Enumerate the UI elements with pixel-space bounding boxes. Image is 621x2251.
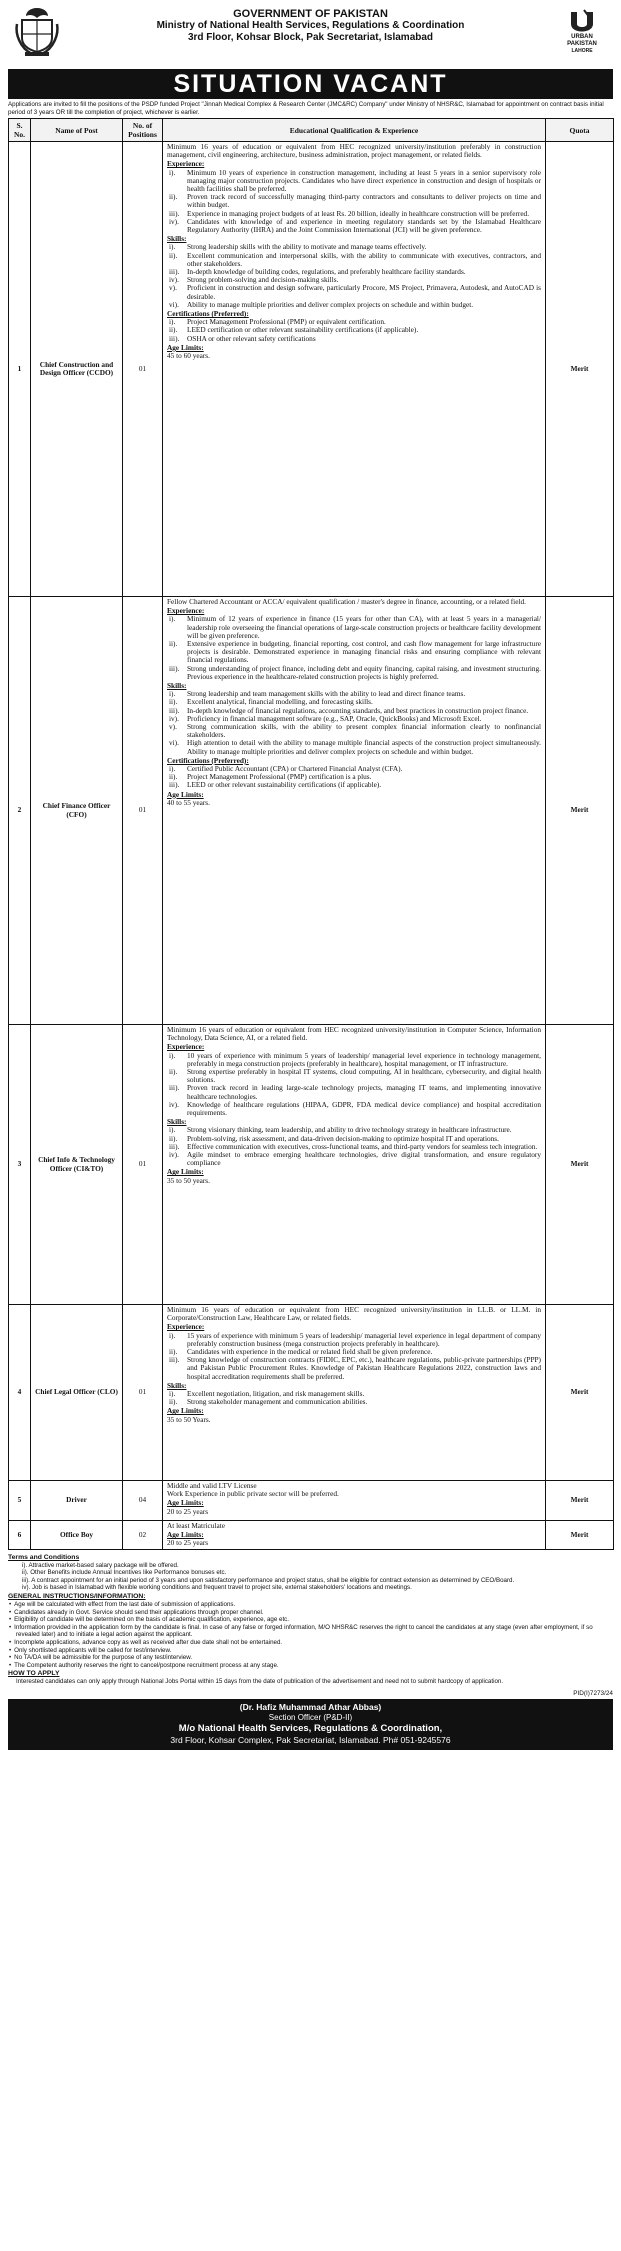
skills-heading: Skills: bbox=[167, 681, 187, 691]
row-quota: Merit bbox=[546, 1305, 614, 1481]
education-text: Minimum 16 years of education or equivalent from HEC recognized university/institution in LL.B. or LL.M. in Corporate/Construction Law, Healthcare Law, or related fields. bbox=[167, 1305, 541, 1323]
advertisement-page bbox=[8, 0, 613, 1750]
row-quota: Merit bbox=[546, 1521, 614, 1550]
row-qualification bbox=[163, 597, 546, 1025]
general-item: • Age will be calculated with effect from the last date of submission of applications. bbox=[16, 1601, 613, 1609]
item-text: Extensive experience in budgeting, financial reporting, cost control, and cash flow management for large infrastructure projects is desirable. Demonstrated experience in managing financial risks and ensuring compliance with relevant financial regulations. bbox=[187, 639, 541, 665]
item-number: ii). bbox=[169, 192, 178, 202]
age-value: 40 to 55 years. bbox=[167, 797, 210, 807]
item-text: Certified Public Accountant (CPA) or Chartered Financial Analyst (CFA). bbox=[187, 764, 403, 774]
ministry-name: Ministry of National Health Services, Regulations & Coordination bbox=[156, 20, 465, 31]
row-qualification bbox=[163, 1305, 546, 1481]
urban-logo-subtext: LAHORE bbox=[571, 48, 593, 54]
row-sno: 3 bbox=[9, 1025, 31, 1305]
row-post-name: Chief Legal Officer (CLO) bbox=[31, 1305, 123, 1481]
item-number: iii). bbox=[169, 208, 180, 218]
general-title: GENERAL INSTRUCTIONS/INFORMATION: bbox=[8, 1592, 146, 1600]
row-sno: 6 bbox=[9, 1521, 31, 1550]
education-text: Minimum 16 years of education or equivalent from HEC recognized university/institution preferably in construction management, civil engineering, architecture, business administration, project management, or related fields. bbox=[167, 142, 541, 160]
item-text: Strong stakeholder management and communication abilities. bbox=[187, 1397, 368, 1407]
education-text: Fellow Chartered Accountant or ACCA/ equivalent qualification / master's degree in finance, accounting, or a related field. bbox=[167, 597, 526, 606]
list-item bbox=[167, 1084, 541, 1100]
list-item bbox=[167, 1332, 541, 1348]
list-item bbox=[167, 284, 541, 300]
header-post: Name of Post bbox=[31, 119, 123, 142]
item-text: LEED certification or other relevant sustainability certifications (if applicable). bbox=[187, 325, 419, 335]
list-item bbox=[167, 1101, 541, 1117]
table-row bbox=[9, 1025, 614, 1305]
age-value: 20 to 25 years bbox=[167, 1538, 209, 1548]
item-number: iii). bbox=[169, 267, 180, 277]
item-text: Proven track record of successfully managing third-party contractors and consultants to deliver projects on time and within budget. bbox=[187, 192, 541, 210]
row-quota: Merit bbox=[546, 1025, 614, 1305]
row-positions: 01 bbox=[123, 142, 163, 597]
item-text: 10 years of experience with minimum 5 years of leadership/ managerial level experience in technology management, preferably in mega construction projects (preferably in healthcare), hospital management, or IT infrastructure. bbox=[187, 1050, 541, 1068]
table-header-row bbox=[9, 119, 614, 142]
list-item bbox=[167, 1052, 541, 1068]
item-number: ii). bbox=[169, 772, 178, 782]
signatory-footer bbox=[8, 1699, 613, 1750]
certifications-heading: Certifications (Preferred): bbox=[167, 309, 249, 319]
header-qualification: Educational Qualification & Experience bbox=[163, 119, 546, 142]
item-text: High attention to detail with the ability to manage multiple financial aspects of the construction project simultaneously. Ability to manage multiple priorities and deliver complex projects on schedule and within budget. bbox=[187, 738, 541, 756]
item-number: iii). bbox=[169, 663, 180, 673]
list-item bbox=[167, 1356, 541, 1381]
terms-list bbox=[8, 1562, 613, 1592]
experience-heading: Experience: bbox=[167, 606, 205, 616]
government-emblem-icon bbox=[14, 4, 60, 56]
age-heading: Age Limits: bbox=[167, 342, 204, 352]
item-number: i). bbox=[169, 1050, 176, 1060]
item-text: Experience in managing project budgets of at least Rs. 20 billion, ideally in healthcare construction will be preferred. bbox=[187, 208, 530, 218]
row-qualification bbox=[163, 1025, 546, 1305]
table-row bbox=[9, 1521, 614, 1550]
list-item bbox=[167, 335, 541, 343]
item-text: Strong expertise preferably in hospital IT systems, cloud computing, AI in healthcare, cybersecurity, and digital health solutions. bbox=[187, 1067, 541, 1085]
row-sno: 2 bbox=[9, 597, 31, 1025]
age-value: 35 to 50 years. bbox=[167, 1175, 210, 1185]
row-qualification bbox=[163, 142, 546, 597]
row-post-name: Chief Construction and Design Officer (CCDO) bbox=[31, 142, 123, 597]
general-item: • No TA/DA will be admissible for the purpose of any test/interview. bbox=[16, 1654, 613, 1662]
item-text: Strong problem-solving and decision-making skills. bbox=[187, 275, 339, 285]
item-text: Strong understanding of project finance, including debt and equity financing, capital raising, and investment structuring. Previous experience in the healthcare-related construction projects is highly preferred. bbox=[187, 663, 541, 681]
item-text: Strong knowledge of construction contracts (FIDIC, EPC, etc.), healthcare regulations, public-private partnerships (PPP) and Pakistan Public Procurement Rules. Knowledge of Pakistan Healthcare Regulations 2022, construction laws and hospital accreditation requirements shall be preferred. bbox=[187, 1355, 541, 1381]
signatory-address: 3rd Floor, Kohsar Complex, Pak Secretariat, Islamabad. Ph# 051-9245576 bbox=[170, 1734, 451, 1745]
list-item bbox=[167, 301, 541, 309]
list-item bbox=[167, 1151, 541, 1167]
government-title: GOVERNMENT OF PAKISTAN bbox=[233, 8, 388, 20]
extra-text: Work Experience in public private sector will be preferred. bbox=[167, 1489, 339, 1499]
list-item bbox=[167, 615, 541, 640]
experience-heading: Experience: bbox=[167, 1042, 205, 1052]
terms-section bbox=[8, 1553, 613, 1686]
list-item bbox=[167, 723, 541, 739]
vacancy-table bbox=[8, 118, 614, 1550]
item-text: Knowledge of healthcare regulations (HIPAA, GDPR, FDA medical device compliance) and hospital accreditation requirements. bbox=[187, 1099, 541, 1118]
signatory-designation: Section Officer (P&D-II) bbox=[268, 1712, 353, 1722]
item-number: ii). bbox=[169, 697, 178, 707]
list-item bbox=[167, 169, 541, 194]
certifications-list bbox=[167, 318, 541, 343]
age-value: 35 to 50 Years. bbox=[167, 1414, 211, 1424]
item-number: iii). bbox=[169, 705, 180, 715]
item-text: Candidates with knowledge of and experience in meeting regulatory standards set by the Islamabad Healthcare Regulatory Authority (IHRA) and the Joint Commission International (JCI) will be given preference. bbox=[187, 216, 541, 235]
item-number: ii). bbox=[169, 1133, 178, 1143]
row-sno: 1 bbox=[9, 142, 31, 597]
skills-list bbox=[167, 1126, 541, 1167]
terms-title: Terms and Conditions bbox=[8, 1553, 80, 1561]
item-number: i). bbox=[169, 1389, 176, 1399]
urban-logo-text: URBAN PAKISTAN bbox=[567, 34, 597, 47]
howto-title: HOW TO APPLY bbox=[8, 1670, 60, 1678]
list-item bbox=[167, 193, 541, 209]
item-text: Proven track record in leading large-scale technology projects, managing IT teams, and implementing innovative healthcare technologies. bbox=[187, 1083, 541, 1101]
howto-text: Interested candidates can only apply through National Jobs Portal within 15 days from the date of publication of the advertisement and need not to submit hardcopy of application. bbox=[16, 1678, 504, 1686]
item-number: i). bbox=[169, 764, 176, 774]
item-number: i). bbox=[169, 1125, 176, 1135]
item-number: ii). bbox=[169, 1347, 178, 1357]
row-qualification bbox=[163, 1481, 546, 1521]
age-heading: Age Limits: bbox=[167, 1498, 204, 1508]
education-text: At least Matriculate bbox=[167, 1521, 225, 1530]
item-text: Strong visionary thinking, team leadership, and ability to drive technology strategy in healthcare infrastructure. bbox=[187, 1125, 512, 1135]
row-positions: 02 bbox=[123, 1521, 163, 1550]
general-item: • The Competent authority reserves the right to cancel/postpone recruitment process at any stage. bbox=[16, 1662, 613, 1670]
row-post-name: Office Boy bbox=[31, 1521, 123, 1550]
item-text: Strong leadership and team management skills with the ability to lead and direct finance teams. bbox=[187, 689, 466, 699]
row-post-name: Driver bbox=[31, 1481, 123, 1521]
row-quota: Merit bbox=[546, 597, 614, 1025]
list-item bbox=[167, 781, 541, 789]
item-text: Excellent negotiation, litigation, and risk management skills. bbox=[187, 1389, 365, 1399]
situation-vacant-banner: SITUATION VACANT bbox=[8, 69, 613, 99]
general-item: • Only shortlisted applicants will be called for test/interview. bbox=[16, 1647, 613, 1655]
item-number: iii). bbox=[169, 1355, 180, 1365]
item-number: vi). bbox=[169, 738, 179, 748]
row-sno: 5 bbox=[9, 1481, 31, 1521]
row-quota: Merit bbox=[546, 1481, 614, 1521]
general-list bbox=[8, 1601, 613, 1669]
item-number: i). bbox=[169, 167, 176, 177]
experience-list bbox=[167, 169, 541, 235]
age-heading: Age Limits: bbox=[167, 1406, 204, 1416]
header-positions: No. of Positions bbox=[123, 119, 163, 142]
item-text: Ability to manage multiple priorities and deliver complex projects on schedule and within budget. bbox=[187, 299, 474, 309]
experience-list bbox=[167, 1332, 541, 1381]
item-text: Minimum of 12 years of experience in finance (15 years for other than CA), with at least 5 years in a managerial/ leadership role overseeing the financial operations of large-scale construction projects or healthcare facility development will be given preference. bbox=[187, 614, 541, 640]
terms-item: i). Attractive market-based salary package will be offered. bbox=[22, 1561, 179, 1569]
urban-logo-icon bbox=[567, 8, 597, 34]
item-text: Effective communication with executives, cross-functional teams, and third-party vendors for seamless tech integration. bbox=[187, 1141, 538, 1151]
list-item bbox=[167, 665, 541, 681]
general-item: • Incomplete applications, advance copy as well as received after due date shall not be entertained. bbox=[16, 1639, 613, 1647]
list-item bbox=[167, 1068, 541, 1084]
age-value: 20 to 25 years bbox=[167, 1506, 209, 1516]
item-number: i). bbox=[169, 689, 176, 699]
item-number: i). bbox=[169, 614, 176, 624]
row-positions: 01 bbox=[123, 1305, 163, 1481]
item-number: i). bbox=[169, 1330, 176, 1340]
item-number: vi). bbox=[169, 299, 179, 309]
item-text: Strong communication skills, with the ability to present complex financial information clearly to nonfinancial stakeholders. bbox=[187, 722, 541, 740]
ministry-address: 3rd Floor, Kohsar Block, Pak Secretariat, Islamabad bbox=[187, 32, 434, 43]
item-text: Project Management Professional (PMP) or equivalent certification. bbox=[187, 317, 386, 327]
item-text: Candidates with experience in the medical or related field shall be given preference. bbox=[187, 1347, 433, 1357]
item-number: ii). bbox=[169, 325, 178, 335]
header-quota: Quota bbox=[546, 119, 614, 142]
age-heading: Age Limits: bbox=[167, 789, 204, 799]
age-heading: Age Limits: bbox=[167, 1167, 204, 1177]
item-text: Agile mindset to embrace emerging healthcare technologies, drive digital transformation, and ensure regulatory compliance bbox=[187, 1150, 541, 1168]
certifications-heading: Certifications (Preferred): bbox=[167, 755, 249, 765]
item-text: In-depth knowledge of financial regulations, accounting standards, and best practices in construction project finance. bbox=[187, 705, 529, 715]
row-qualification bbox=[163, 1521, 546, 1550]
signatory-ministry: M/o National Health Services, Regulations & Coordination, bbox=[178, 1722, 443, 1734]
signatory-name: (Dr. Hafiz Muhammad Athar Abbas) bbox=[239, 1701, 382, 1712]
education-text: Middle and valid LTV License bbox=[167, 1481, 257, 1490]
list-item bbox=[167, 739, 541, 755]
item-number: iv). bbox=[169, 275, 179, 285]
urban-pakistan-logo bbox=[557, 8, 607, 58]
item-number: iv). bbox=[169, 1150, 179, 1160]
item-text: Minimum 10 years of experience in construction management, including at least 5 years in a senior supervisory role managing major construction projects. Candidates who have direct experience in construction and design of hospitals or health facilities shall be preferred. bbox=[187, 167, 541, 194]
row-positions: 01 bbox=[123, 597, 163, 1025]
list-item bbox=[167, 640, 541, 665]
experience-list bbox=[167, 1052, 541, 1118]
age-value: 45 to 60 years. bbox=[167, 351, 210, 361]
header bbox=[8, 0, 613, 68]
item-number: ii). bbox=[169, 1067, 178, 1077]
skills-heading: Skills: bbox=[167, 1117, 187, 1127]
item-number: ii). bbox=[169, 639, 178, 649]
row-post-name: Chief Info & Technology Officer (CI&TO) bbox=[31, 1025, 123, 1305]
general-item: • Candidates already in Govt. Service should send their applications through proper channel. bbox=[16, 1609, 613, 1617]
row-sno: 4 bbox=[9, 1305, 31, 1481]
skills-list bbox=[167, 1390, 541, 1406]
table-row bbox=[9, 1305, 614, 1481]
intro-text: Applications are invited to fill the positions of the PSDP funded Project "Jinnah Medical Complex & Research Center (JMC&RC) Company" under Ministry of NHSR&C, Islamabad for appointment on contract basis initial period of 3 years OR till the completion of project, whichever is earlier. bbox=[8, 101, 604, 116]
item-number: iii). bbox=[169, 333, 180, 343]
age-heading: Age Limits: bbox=[167, 1530, 204, 1540]
list-item bbox=[167, 218, 541, 234]
terms-item: iii). A contract appointment for an initial period of 3 years and upon satisfactory performance and project status, shall be eligible for contract extension as determined by CEO/Board. bbox=[22, 1576, 515, 1584]
item-number: ii). bbox=[169, 1397, 178, 1407]
item-text: OSHA or other relevant safety certifications bbox=[187, 333, 316, 343]
item-number: iv). bbox=[169, 713, 179, 723]
item-number: iv). bbox=[169, 1099, 179, 1109]
terms-item: iv). Job is based in Islamabad with flexible working conditions and frequent travel to project site, external stakeholders' locations and meetings. bbox=[22, 1584, 412, 1592]
header-sno: S. No. bbox=[9, 119, 31, 142]
general-item: • Information provided in the application form by the candidate is final. In case of any false or forged information, M/O NHSR&C reserves the right to cancel the candidates at any stage (even after employment, if so revealed later) and to initiate a legal action against the applicant. bbox=[16, 1624, 613, 1639]
item-number: v). bbox=[169, 283, 177, 293]
item-text: In-depth knowledge of building codes, regulations, and preferably healthcare facility standards. bbox=[187, 267, 466, 277]
item-text: Excellent communication and interpersonal skills, with the ability to communicate with executives, contractors, and other stakeholders. bbox=[187, 250, 541, 268]
item-number: iii). bbox=[169, 780, 180, 790]
item-number: i). bbox=[169, 242, 176, 252]
row-quota: Merit bbox=[546, 142, 614, 597]
general-item: • Eligibility of candidate will be determined on the basis of academic qualification, experience, age etc. bbox=[16, 1616, 613, 1624]
experience-list bbox=[167, 615, 541, 681]
item-text: Excellent analytical, financial modelling, and forecasting skills. bbox=[187, 697, 373, 707]
item-text: LEED or other relevant sustainability certifications (if applicable). bbox=[187, 780, 382, 790]
skills-heading: Skills: bbox=[167, 234, 187, 244]
row-post-name: Chief Finance Officer (CFO) bbox=[31, 597, 123, 1025]
skills-list bbox=[167, 243, 541, 309]
experience-heading: Experience: bbox=[167, 159, 205, 169]
skills-list bbox=[167, 690, 541, 756]
certifications-list bbox=[167, 765, 541, 790]
experience-heading: Experience: bbox=[167, 1322, 205, 1332]
item-number: iii). bbox=[169, 1141, 180, 1151]
item-text: Proficient in construction and design software, particularly Procore, MS Project, Primavera, Autodesk, and AutoCAD is desirable. bbox=[187, 283, 541, 301]
list-item bbox=[167, 1398, 541, 1406]
item-text: 15 years of experience with minimum 5 years of leadership/ managerial level experience in legal department of company preferably construction business (mega construction projects preferably in healthcare). bbox=[187, 1330, 541, 1348]
education-text: Minimum 16 years of education or equivalent from HEC recognized university/institution in Computer Science, Information Technology, Data Science, AI, or a related field. bbox=[167, 1025, 541, 1043]
item-text: Project Management Professional (PMP) certification is a plus. bbox=[187, 772, 372, 782]
skills-heading: Skills: bbox=[167, 1380, 187, 1390]
item-text: Strong leadership skills with the ability to motivate and manage teams effectively. bbox=[187, 242, 427, 252]
item-number: iv). bbox=[169, 216, 179, 226]
terms-item: ii). Other Benefits include Annual Incentives like Performance bonuses etc. bbox=[22, 1569, 227, 1577]
list-item bbox=[167, 252, 541, 268]
row-positions: 04 bbox=[123, 1481, 163, 1521]
table-row bbox=[9, 1481, 614, 1521]
item-number: ii). bbox=[169, 250, 178, 260]
item-text: Problem-solving, risk assessment, and data-driven decision-making to optimize hospital IT and operations. bbox=[187, 1133, 499, 1143]
pid-number: PID(I)7273/24 bbox=[573, 1689, 613, 1697]
table-row bbox=[9, 597, 614, 1025]
item-number: i). bbox=[169, 317, 176, 327]
table-row bbox=[9, 142, 614, 597]
row-positions: 01 bbox=[123, 1025, 163, 1305]
item-text: Proficiency in financial management software (e.g., SAP, Oracle, QuickBooks) and Microsoft Excel. bbox=[187, 713, 482, 723]
item-number: iii). bbox=[169, 1083, 180, 1093]
item-number: v). bbox=[169, 722, 177, 732]
